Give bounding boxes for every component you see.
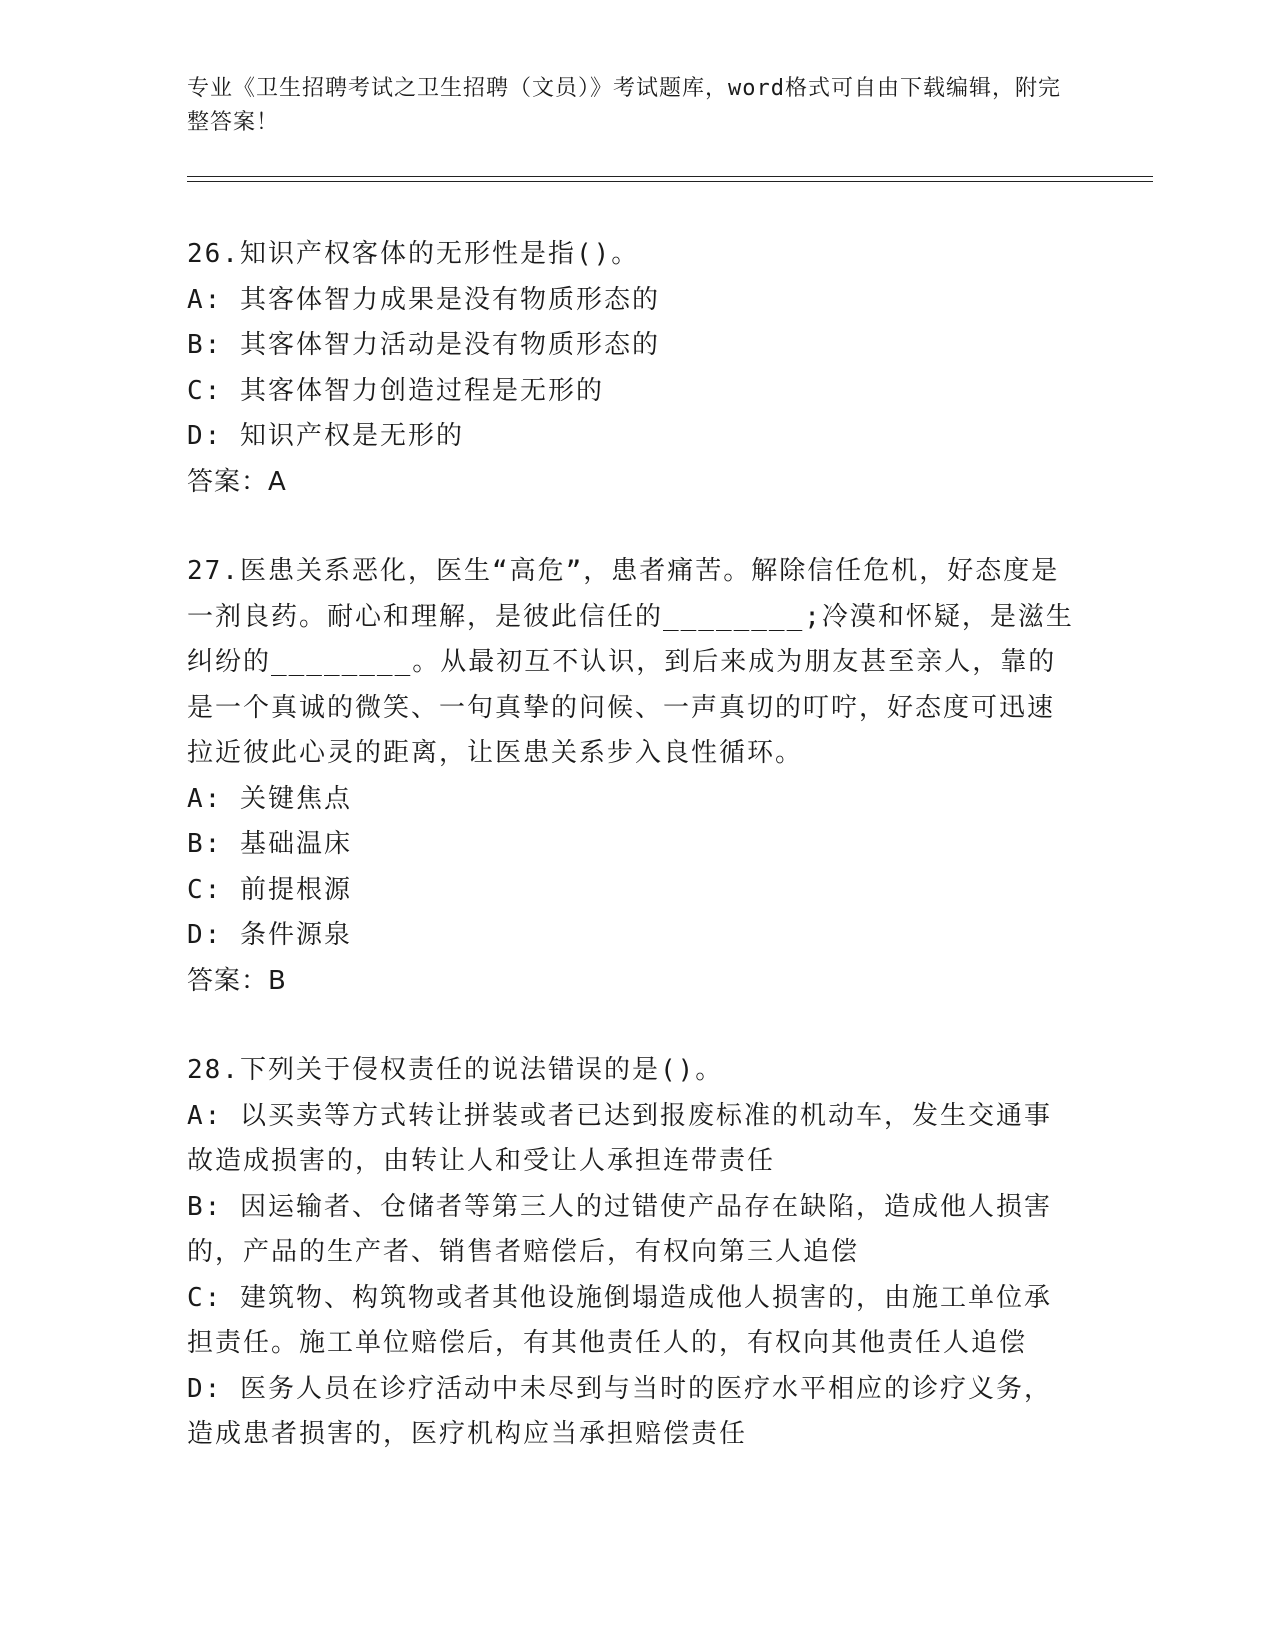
answer-line: 答案：A xyxy=(187,466,287,497)
question-28 xyxy=(187,1048,1077,1458)
question-stem: 28.下列关于侵权责任的说法错误的是()。 xyxy=(187,1055,724,1085)
question-stem: 27.医患关系恶化，医生“高危”，患者痛苦。解除信任危机，好态度是一剂良药。耐心和理解，是彼此信任的________;冷漠和怀疑，是滋生纠纷的________。从最初互不认识，到后来成为朋友甚至亲人，靠的是一个真诚的微笑、一句真挚的问候、一声真切的叮咛，好态度可迅速拉近彼此心灵的距离，让医患关系步入良性循环。 xyxy=(187,556,1074,768)
question-26 xyxy=(187,232,1077,505)
option-a: A: 关键焦点 xyxy=(187,783,352,814)
question-stem: 26.知识产权客体的无形性是指()。 xyxy=(187,239,640,269)
option-d: D: 条件源泉 xyxy=(187,920,352,950)
question-27 xyxy=(187,549,1077,1004)
document-header xyxy=(187,72,1067,140)
option-d: D: 知识产权是无形的 xyxy=(187,421,464,451)
option-d: D: 医务人员在诊疗活动中未尽到与当时的医疗水平相应的诊疗义务，造成患者损害的，医疗机构应当承担赔偿责任 xyxy=(187,1373,1052,1449)
option-b: B: 基础温床 xyxy=(187,829,352,859)
option-c: C: 其客体智力创造过程是无形的 xyxy=(187,375,604,406)
option-b: B: 因运输者、仓储者等第三人的过错使产品存在缺陷，造成他人损害的，产品的生产者、销售者赔偿后，有权向第三人追偿 xyxy=(187,1191,1052,1267)
header-title: 专业《卫生招聘考试之卫生招聘（文员）》考试题库，word格式可自由下载编辑，附完整答案！ xyxy=(187,76,1061,135)
option-c: C: 前提根源 xyxy=(187,874,352,905)
option-c: C: 建筑物、构筑物或者其他设施倒塌造成他人损害的，由施工单位承担责任。施工单位赔偿后，有其他责任人的，有权向其他责任人追偿 xyxy=(187,1282,1052,1358)
option-a: A: 以买卖等方式转让拼装或者已达到报废标准的机动车，发生交通事故造成损害的，由转让人和受让人承担连带责任 xyxy=(187,1100,1052,1176)
answer-line: 答案：B xyxy=(187,965,287,996)
header-divider xyxy=(187,176,1153,182)
question-list xyxy=(187,232,1077,1502)
option-b: B: 其客体智力活动是没有物质形态的 xyxy=(187,330,660,360)
option-a: A: 其客体智力成果是没有物质形态的 xyxy=(187,284,660,315)
